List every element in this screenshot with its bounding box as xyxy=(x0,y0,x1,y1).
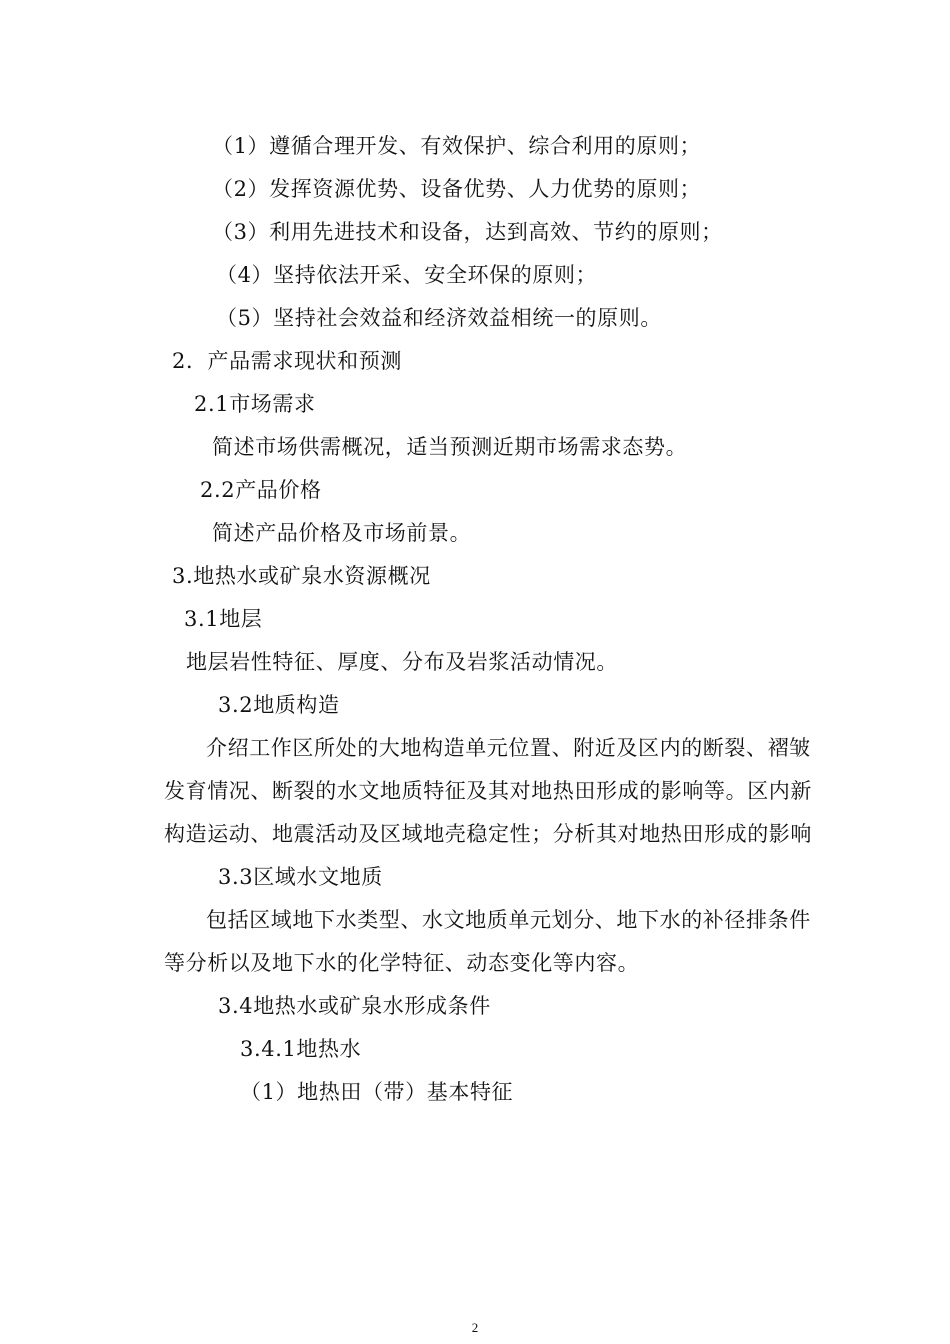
subsection-heading-2-2: 2.2产品价格 xyxy=(200,478,322,502)
paragraph-market-demand: 简述市场供需概况，适当预测近期市场需求态势。 xyxy=(212,435,688,459)
paragraph-geologic-structure-line-1: 介绍工作区所处的大地构造单元位置、附近及区内的断裂、褶皱 xyxy=(206,736,811,760)
subsection-heading-2-1: 2.1市场需求 xyxy=(194,392,316,416)
paragraph-product-price: 简述产品价格及市场前景。 xyxy=(212,521,472,545)
list-item-geothermal-field-features: （1）地热田（带）基本特征 xyxy=(240,1080,514,1104)
paragraph-regional-hydrogeology-line-1: 包括区域地下水类型、水文地质单元划分、地下水的补径排条件 xyxy=(206,908,811,932)
subsection-heading-3-1: 3.1地层 xyxy=(184,607,263,631)
subsection-heading-3-4-1: 3.4.1地热水 xyxy=(240,1037,362,1061)
subsection-heading-3-2: 3.2地质构造 xyxy=(218,693,340,717)
principle-item-4: （4）坚持依法开采、安全环保的原则； xyxy=(216,263,598,287)
paragraph-regional-hydrogeology-line-2: 等分析以及地下水的化学特征、动态变化等内容。 xyxy=(164,951,640,975)
principle-item-2: （2）发挥资源优势、设备优势、人力优势的原则； xyxy=(212,177,702,201)
paragraph-geologic-structure-line-2: 发育情况、断裂的水文地质特征及其对地热田形成的影响等。区内新 xyxy=(164,779,812,803)
page-number: 2 xyxy=(471,1320,479,1335)
section-heading-3: 3.地热水或矿泉水资源概况 xyxy=(172,564,431,588)
section-heading-2: 2．产品需求现状和预测 xyxy=(172,349,402,373)
principle-item-5: （5）坚持社会效益和经济效益相统一的原则。 xyxy=(216,306,662,330)
paragraph-geologic-structure-line-3: 构造运动、地震活动及区域地壳稳定性；分析其对地热田形成的影响 xyxy=(164,822,812,846)
principle-item-1: （1）遵循合理开发、有效保护、综合利用的原则； xyxy=(212,134,702,158)
principle-item-3: （3）利用先进技术和设备，达到高效、节约的原则； xyxy=(212,220,723,244)
subsection-heading-3-3: 3.3区域水文地质 xyxy=(218,865,383,889)
subsection-heading-3-4: 3.4地热水或矿泉水形成条件 xyxy=(218,994,491,1018)
paragraph-strata: 地层岩性特征、厚度、分布及岩浆活动情况。 xyxy=(186,650,618,674)
